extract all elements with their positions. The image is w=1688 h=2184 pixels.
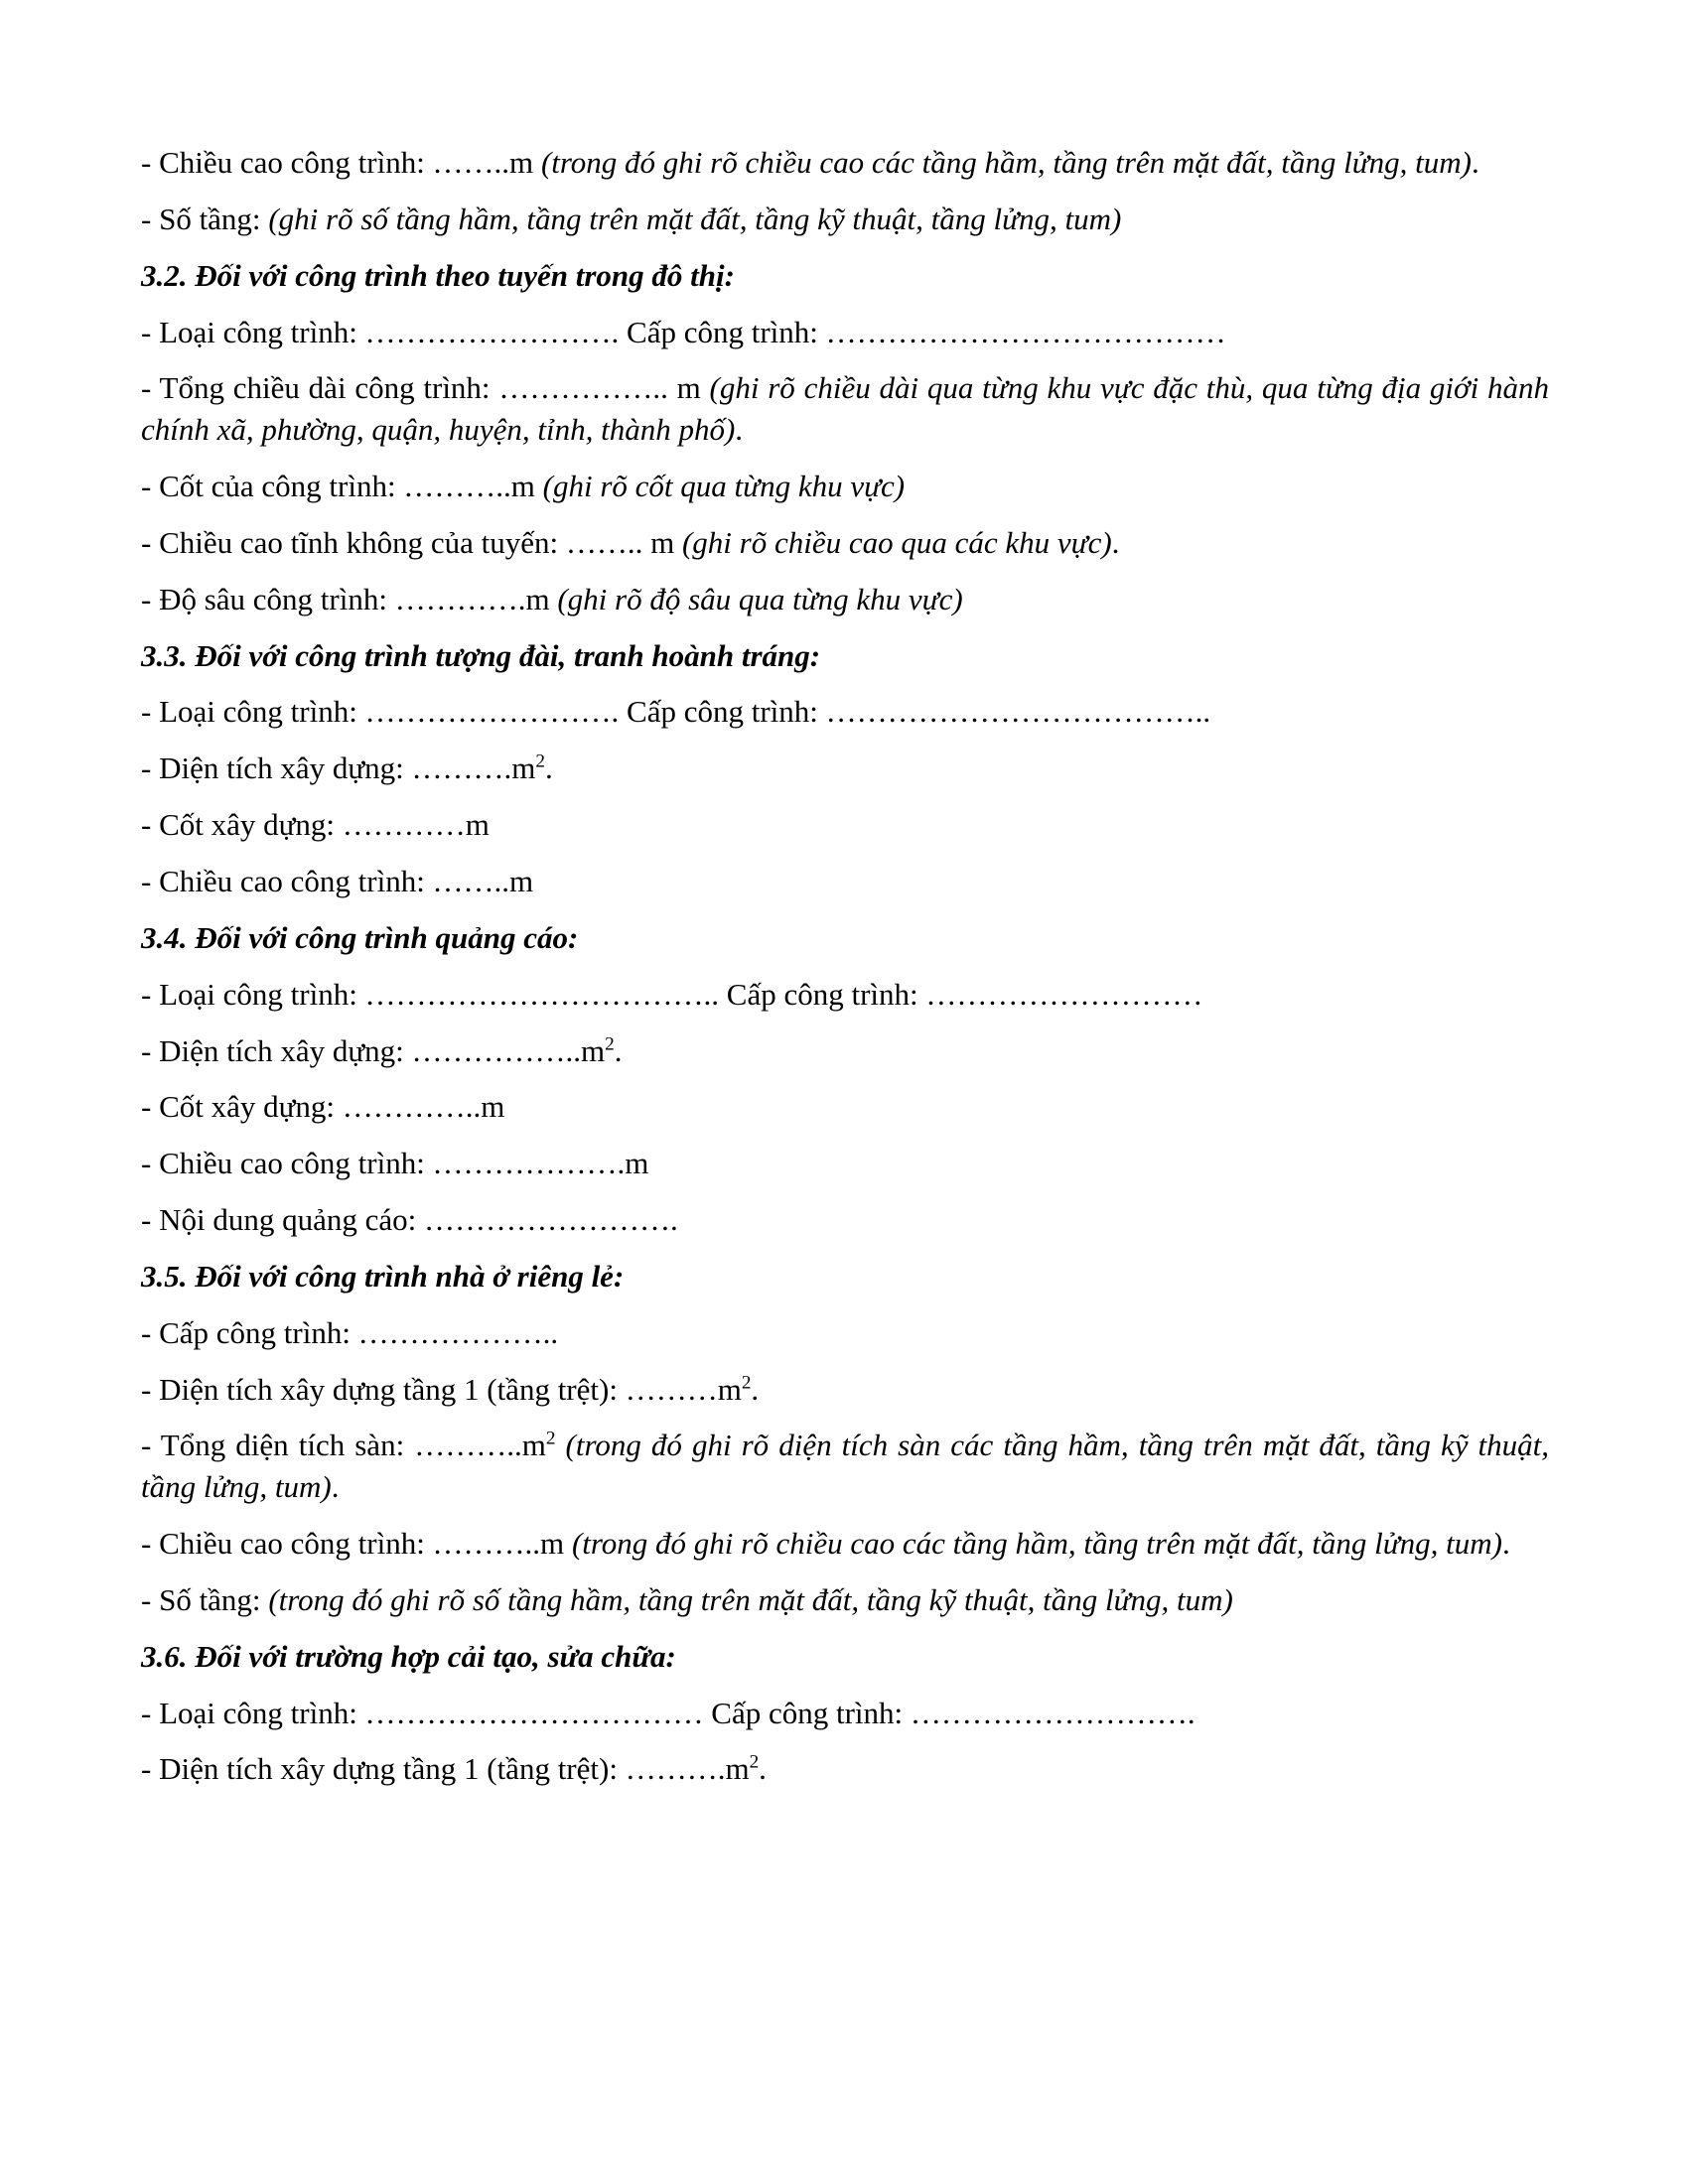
form-line bbox=[141, 1748, 1549, 1790]
line-text: - Số tầng: bbox=[141, 201, 269, 236]
line-text: - Diện tích xây dựng tầng 1 (tầng trệt): ………m bbox=[141, 1371, 742, 1407]
form-line bbox=[141, 1693, 1549, 1734]
line-text: - Diện tích xây dựng: ……………..m bbox=[141, 1032, 606, 1068]
superscript-text: 2 bbox=[535, 751, 545, 772]
note-text: (trong đó ghi rõ chiều cao các tầng hầm, tầng trên mặt đất, tầng lửng, tum) bbox=[540, 145, 1472, 180]
line-text: - Số tầng: bbox=[141, 1581, 269, 1617]
superscript-text: 2 bbox=[605, 1033, 615, 1055]
section-heading bbox=[141, 255, 1549, 297]
line-text: - Tổng chiều dài công trình: …………….. m bbox=[141, 370, 710, 406]
line-text: - Loại công trình: ……………………. Cấp công trình: ……………………………….. bbox=[141, 694, 1211, 730]
note-text: (trong đó ghi rõ số tầng hầm, tầng trên mặt đất, tầng kỹ thuật, tầng lửng, tum) bbox=[268, 1581, 1233, 1617]
form-line bbox=[141, 579, 1549, 620]
line-text: - Loại công trình: …………………………… Cấp công trình: ………………………. bbox=[141, 1695, 1196, 1730]
line-text: . bbox=[1472, 145, 1479, 180]
form-line bbox=[141, 1030, 1549, 1072]
line-text: - Loại công trình: …………………………….. Cấp công trình: ……………………… bbox=[141, 976, 1203, 1012]
form-line bbox=[141, 804, 1549, 846]
line-text: - Chiều cao công trình: ……..m bbox=[141, 863, 534, 898]
line-text: - Loại công trình: ……………………. Cấp công trình: ………………………………… bbox=[141, 314, 1226, 349]
form-line bbox=[141, 1312, 1549, 1354]
form-line bbox=[141, 142, 1549, 184]
form-line bbox=[141, 1579, 1549, 1621]
form-line bbox=[141, 466, 1549, 507]
section-heading bbox=[141, 635, 1549, 677]
section-heading bbox=[141, 1636, 1549, 1678]
document-body bbox=[141, 142, 1549, 1790]
note-text: (ghi rõ chiều cao qua các khu vực) bbox=[681, 524, 1112, 560]
superscript-text: 2 bbox=[741, 1372, 752, 1394]
form-line bbox=[141, 748, 1549, 789]
form-line bbox=[141, 861, 1549, 902]
note-text: (ghi rõ cốt qua từng khu vực) bbox=[542, 469, 906, 504]
line-text: - Nội dung quảng cáo: ……………………. bbox=[141, 1202, 678, 1238]
line-text: 3.5. Đối với công trình nhà ở riêng lẻ: bbox=[141, 1258, 625, 1294]
form-line bbox=[141, 1523, 1549, 1565]
form-line bbox=[141, 974, 1549, 1016]
line-text: 3.2. Đối với công trình theo tuyến trong đô thị: bbox=[141, 257, 735, 293]
note-text: (ghi rõ số tầng hầm, tầng trên mặt đất, tầng kỹ thuật, tầng lửng, tum) bbox=[268, 201, 1122, 236]
form-line bbox=[141, 1425, 1549, 1508]
line-text: . bbox=[614, 1032, 623, 1068]
form-line bbox=[141, 1143, 1549, 1184]
form-line bbox=[141, 367, 1549, 451]
superscript-text: 2 bbox=[749, 1752, 760, 1774]
line-text: . bbox=[751, 1371, 760, 1407]
line-text: . bbox=[1111, 524, 1120, 560]
line-text: - Cốt xây dựng: …………m bbox=[141, 807, 490, 843]
line-text: 3.6. Đối với trường hợp cải tạo, sửa chữa: bbox=[141, 1638, 676, 1674]
line-text: . bbox=[735, 412, 744, 448]
line-text: - Diện tích xây dựng: ……….m bbox=[141, 751, 536, 786]
section-heading bbox=[141, 917, 1549, 959]
line-text bbox=[555, 1428, 565, 1462]
note-text: (trong đó ghi rõ diện tích sàn các tầng hầm, tầng trên mặt đất, tầng kỹ thuật, tầng lửng, tum) bbox=[141, 1428, 1550, 1505]
line-text: 3.3. Đối với công trình tượng đài, tranh hoành tráng: bbox=[141, 637, 821, 673]
line-text: 3.4. Đối với công trình quảng cáo: bbox=[141, 919, 579, 955]
note-text: (ghi rõ chiều dài qua từng khu vực đặc thù, qua từng địa giới hành chính xã, phường, quận, huyện, tỉnh, thành phố) bbox=[141, 370, 1549, 448]
line-text: - Độ sâu công trình: ………….m bbox=[141, 581, 558, 616]
form-line bbox=[141, 1369, 1549, 1411]
line-text: . bbox=[331, 1469, 340, 1505]
line-text: - Cốt của công trình: ………..m bbox=[141, 469, 543, 504]
line-text: - Diện tích xây dựng tầng 1 (tầng trệt): ……….m bbox=[141, 1751, 750, 1787]
section-heading bbox=[141, 1256, 1549, 1297]
note-text: (trong đó ghi rõ chiều cao các tầng hầm, tầng trên mặt đất, tầng lửng, tum) bbox=[571, 1526, 1502, 1562]
line-text: - Chiều cao tĩnh không của tuyến: …….. m bbox=[141, 524, 682, 560]
line-text: . bbox=[544, 751, 553, 786]
form-line bbox=[141, 1199, 1549, 1241]
line-text: - Cốt xây dựng: …………..m bbox=[141, 1089, 505, 1125]
form-line bbox=[141, 1086, 1549, 1128]
line-text: . bbox=[1502, 1526, 1510, 1562]
superscript-text: 2 bbox=[545, 1429, 556, 1450]
form-line bbox=[141, 199, 1549, 240]
line-text: - Cấp công trình: ……………….. bbox=[141, 1314, 559, 1350]
line-text: - Chiều cao công trình: ………..m bbox=[141, 1526, 572, 1562]
line-text: - Tổng diện tích sàn: ………..m bbox=[141, 1428, 546, 1463]
form-line bbox=[141, 691, 1549, 733]
note-text: (ghi rõ độ sâu qua từng khu vực) bbox=[557, 581, 963, 616]
line-text: . bbox=[759, 1751, 767, 1787]
line-text: - Chiều cao công trình: ……..m bbox=[141, 145, 541, 180]
form-line bbox=[141, 312, 1549, 353]
form-line bbox=[141, 522, 1549, 564]
line-text: - Chiều cao công trình: ……………….m bbox=[141, 1146, 649, 1181]
